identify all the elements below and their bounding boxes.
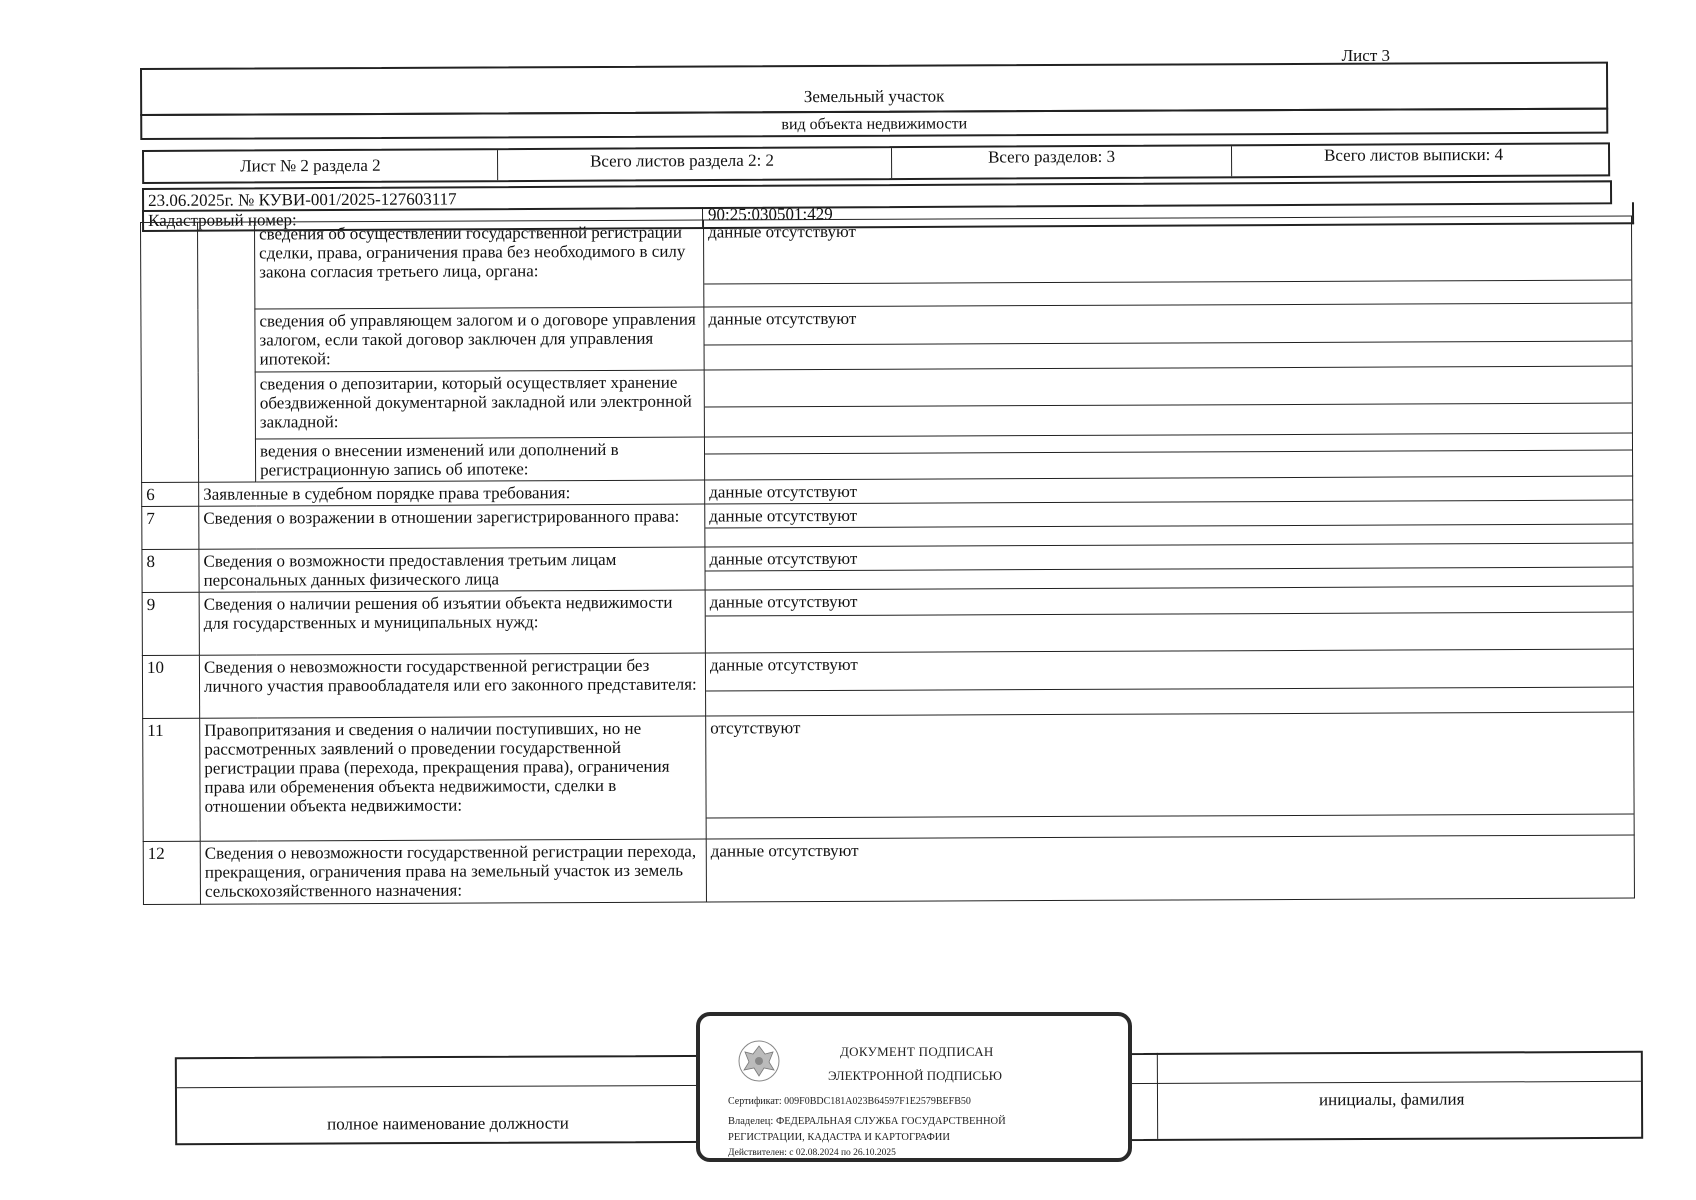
object-type-caption-box bbox=[140, 108, 1608, 140]
row-value bbox=[706, 712, 1635, 839]
row-label: Сведения о невозможности государственной регистрации перехода, прекращения, ограничения права на земельный участок из земель сельскохозяйственного назначения: bbox=[200, 839, 706, 904]
cadastral-label: Кадастровый номер: bbox=[148, 210, 297, 230]
rights-table bbox=[140, 215, 1635, 905]
stamp-title-1: ДОКУМЕНТ ПОДПИСАН bbox=[840, 1044, 994, 1059]
row-value-text: данные отсутствуют bbox=[708, 308, 857, 329]
row-label: ведения о внесении изменений или дополнений в регистрационную запись об ипотеке: bbox=[255, 437, 704, 482]
table-row bbox=[142, 649, 1633, 719]
value-divider bbox=[705, 340, 1632, 345]
row-number: 11 bbox=[143, 718, 201, 841]
row-label: Сведения о возражении в отношении зарегистрированного права: bbox=[199, 504, 705, 549]
sheet-number: Лист 3 bbox=[1341, 46, 1390, 65]
table-row bbox=[141, 433, 1632, 483]
position-caption: полное наименование должности bbox=[327, 1113, 569, 1134]
row-number: 10 bbox=[142, 655, 199, 718]
sub-number-cell bbox=[198, 222, 256, 482]
value-divider bbox=[705, 449, 1632, 454]
table-row bbox=[141, 303, 1632, 373]
name-caption: инициалы, фамилия bbox=[1318, 1089, 1465, 1110]
value-divider bbox=[707, 813, 1634, 818]
row-value bbox=[704, 303, 1632, 370]
object-type-caption: вид объекта недвижимости bbox=[781, 115, 968, 134]
header-block bbox=[140, 62, 1608, 140]
row-label: сведения об осуществлении государственной регистрации сделки, права, ограничения права без необходимого в силу закона согласия третьего лица, органа: bbox=[255, 220, 704, 309]
row-label: Сведения о наличии решения об изъятии объекта недвижимости для государственных и муниципальных нужд: bbox=[199, 590, 705, 655]
row-value-text: данные отсутствуют bbox=[709, 505, 858, 526]
info-row bbox=[142, 142, 1610, 184]
row-label: Правопритязания и сведения о наличии поступивших, но не рассмотренных заявлений о проведении государственной регистрации права (перехода, прекращения права), ограничения права или обременения объекта недвижимости, сделки в отношении объекта недвижимости: bbox=[200, 716, 707, 841]
stamp-owner-1: Владелец: ФЕДЕРАЛЬНАЯ СЛУЖБА ГОСУДАРСТВЕННОЙ bbox=[728, 1116, 1006, 1127]
object-type: Земельный участок bbox=[803, 86, 945, 107]
cadastral-value: 90:25:030501:429 bbox=[707, 204, 833, 225]
row-number: 6 bbox=[142, 482, 199, 506]
row-value-text: данные отсутствуют bbox=[709, 654, 858, 675]
table-row bbox=[142, 586, 1633, 656]
table-row bbox=[142, 500, 1633, 550]
signature-col-divider bbox=[1157, 1053, 1158, 1139]
row-number-cell bbox=[141, 222, 199, 482]
row-value-text bbox=[709, 369, 1628, 373]
stamp-title-2: ЭЛЕКТРОННОЙ ПОДПИСЬЮ bbox=[828, 1068, 1002, 1083]
stamp-valid: Действителен: с 02.08.2024 по 26.10.2025 bbox=[728, 1148, 896, 1158]
total-sections: Всего разделов: 3 bbox=[892, 146, 1232, 178]
row-label: Заявленные в судебном порядке права требования: bbox=[199, 480, 705, 506]
row-value bbox=[704, 366, 1632, 437]
row-value: данные отсутствуют bbox=[706, 835, 1634, 902]
row-value-text: отсутствуют bbox=[710, 718, 801, 738]
row-value bbox=[705, 500, 1633, 547]
row-label: сведения о депозитарии, который осуществляет хранение обездвиженной документарной закладной или электронной закладной: bbox=[255, 370, 704, 439]
row-label: Сведения о невозможности государственной регистрации без личного участия правообладателя или его законного представителя: bbox=[199, 653, 705, 718]
table-row bbox=[143, 712, 1635, 842]
row-value bbox=[705, 543, 1633, 590]
row-number: 12 bbox=[143, 841, 200, 904]
total-sheets-section: Всего листов раздела 2: 2 bbox=[498, 148, 892, 180]
row-value bbox=[705, 586, 1633, 653]
row-value bbox=[703, 216, 1631, 307]
row-value-text: данные отсутствуют bbox=[708, 221, 856, 242]
row-number: 8 bbox=[142, 549, 199, 592]
row-value bbox=[705, 649, 1633, 716]
table-row bbox=[142, 543, 1633, 593]
row-value-text: данные отсутствуют bbox=[709, 591, 858, 612]
value-divider bbox=[706, 686, 1633, 691]
e-signature-stamp bbox=[696, 1012, 1132, 1162]
row-value bbox=[704, 433, 1632, 480]
row-number: 9 bbox=[142, 592, 199, 655]
table-row bbox=[143, 835, 1634, 905]
value-divider bbox=[704, 279, 1631, 284]
row-value-text bbox=[709, 436, 1628, 440]
stamp-owner-2: РЕГИСТРАЦИИ, КАДАСТРА И КАРТОГРАФИИ bbox=[728, 1132, 950, 1143]
sheet-of-section: Лист № 2 раздела 2 bbox=[144, 150, 498, 182]
value-divider bbox=[705, 402, 1632, 407]
row-number: 7 bbox=[142, 506, 199, 549]
table-row bbox=[141, 366, 1632, 440]
table-row bbox=[141, 216, 1632, 310]
row-value: данные отсутствуют bbox=[705, 476, 1633, 504]
total-sheets-extract: Всего листов выписки: 4 bbox=[1323, 144, 1504, 165]
row-value-text: данные отсутствуют bbox=[709, 548, 858, 569]
row-label: Сведения о возможности предоставления третьим лицам персональных данных физического лица bbox=[199, 547, 705, 592]
doc-ref: 23.06.2025г. № КУВИ-001/2025-127603117 bbox=[148, 189, 457, 210]
row-label: сведения об управляющем залогом и о договоре управления залогом, если такой договор заключен для управления ипотекой: bbox=[255, 307, 704, 372]
coat-of-arms-icon bbox=[736, 1038, 782, 1084]
stamp-certificate: Сертификат: 009F0BDC181A023B64597F1E2579BEFB50 bbox=[728, 1096, 971, 1107]
value-divider bbox=[706, 611, 1633, 616]
